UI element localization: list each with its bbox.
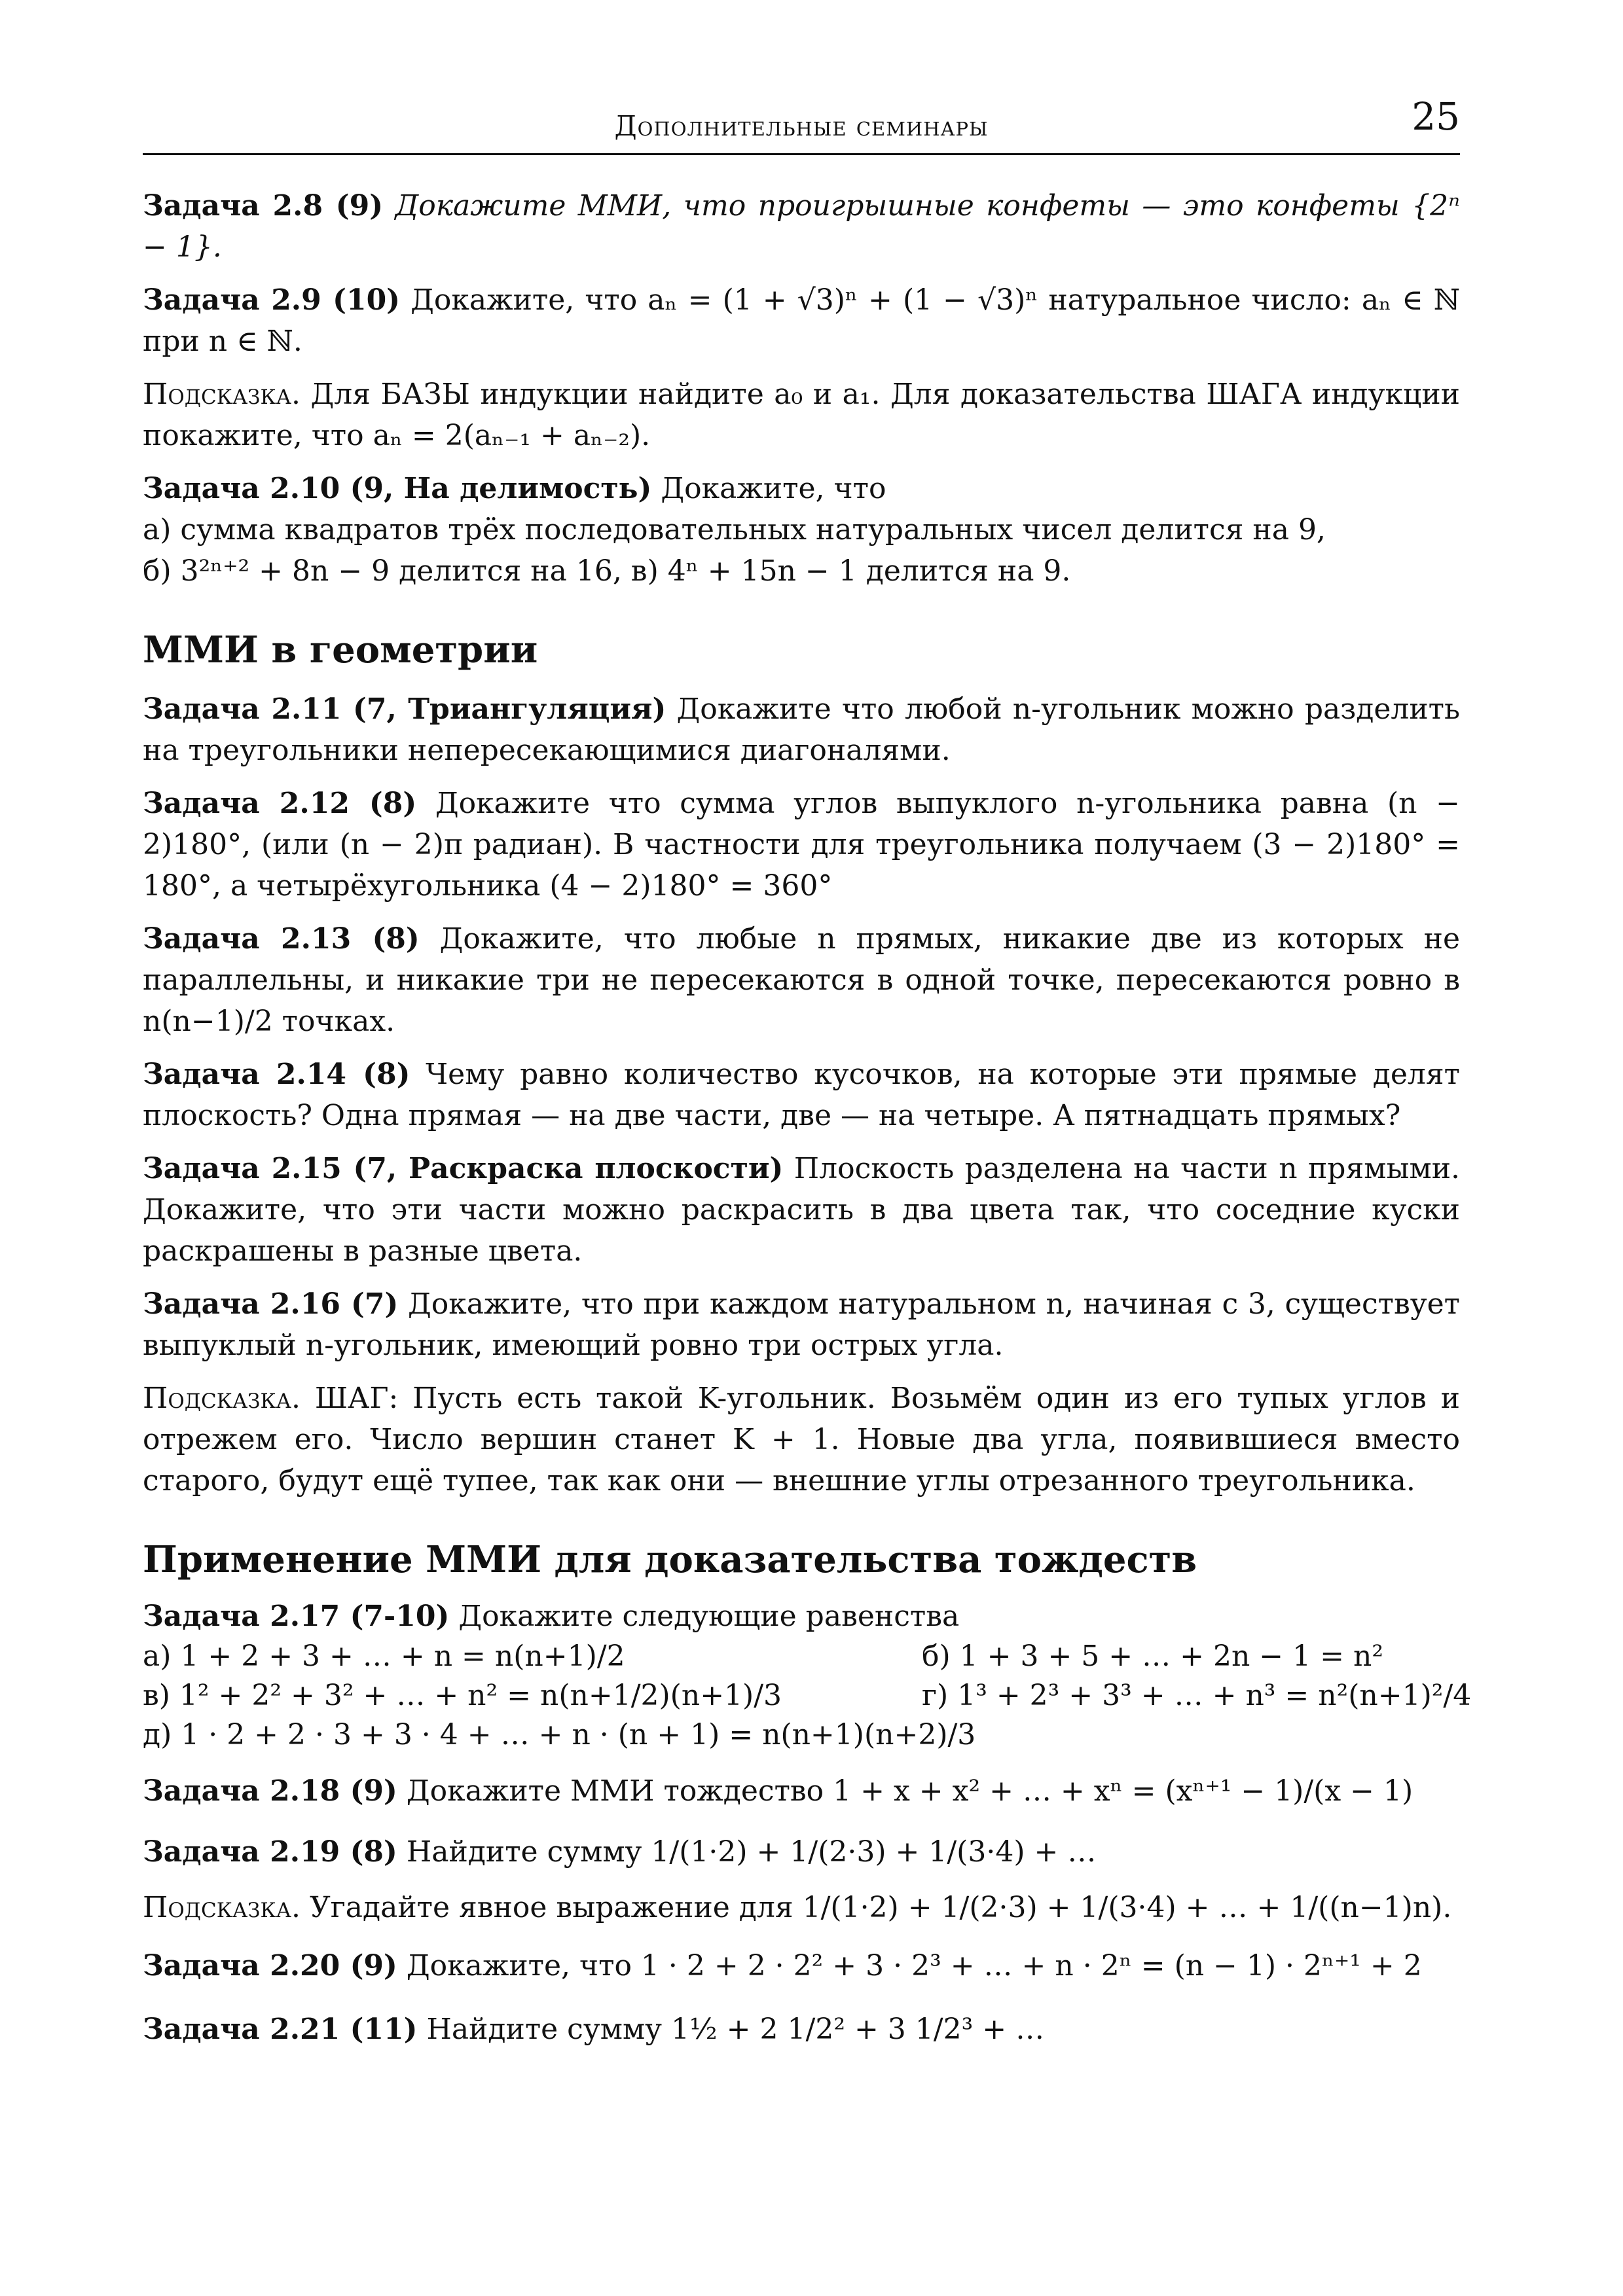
problem-2-9 — [143, 279, 1460, 362]
problem-2-8 — [143, 185, 1460, 268]
hint-text: Угадайте явное выражение для 1/(1·2) + 1/(2·3) + 1/(3·4) + … + 1/((n−1)n). — [309, 1891, 1452, 1924]
hint-2-16 — [143, 1378, 1460, 1501]
problem-label: Задача 2.13 (8) — [143, 922, 420, 956]
problem-text: Докажите, что при каждом натуральном n, начиная с 3, существует выпуклый n-угольник, имеющий ровно три острых угла. — [143, 1287, 1460, 1362]
problem-line-b: б) 3²ⁿ⁺² + 8n − 9 делится на 16, в) 4ⁿ + 15n − 1 делится на 9. — [143, 554, 1071, 588]
problem-label: Задача 2.9 (10) — [143, 283, 401, 317]
problem-2-21 — [143, 2009, 1460, 2050]
hint-text: Для БАЗЫ индукции найдите a₀ и a₁. Для доказательства ШАГА индукции покажите, что aₙ = 2(aₙ₋₁ + aₙ₋₂). — [143, 378, 1460, 452]
hint-text: ШАГ: Пусть есть такой K-угольник. Возьмём один из его тупых углов и отрежем его. Число вершин станет K + 1. Новые два угла, появившиеся вместо старого, будут ещё тупее, так как они — внешние углы отрезанного треугольника. — [143, 1382, 1460, 1498]
problem-text: Докажите ММИ, что проигрышные конфеты — это конфеты {2ⁿ − 1}. — [143, 189, 1460, 264]
problem-text: Чему равно количество кусочков, на которые эти прямые делят плоскость? Одна прямая — на две части, две — на четыре. А пятнадцать прямых? — [143, 1058, 1460, 1132]
hint-2-9 — [143, 374, 1460, 456]
problem-label: Задача 2.14 (8) — [143, 1058, 410, 1091]
problem-text: Докажите, что aₙ = (1 + √3)ⁿ + (1 − √3)ⁿ натуральное число: aₙ ∈ ℕ при n ∈ ℕ. — [143, 283, 1460, 358]
problem-text: Докажите что сумма углов выпуклого n-угольника равна (n − 2)180°, (или (n − 2)π радиан). В частности для треугольника получаем (3 − 2)180° = 180°, а четырёхугольника (4 − 2)180° = 360° — [143, 787, 1460, 903]
problem-2-10 — [143, 468, 1460, 592]
problem-text: Докажите, что любые n прямых, никакие две из которых не параллельны, и никакие три не пересекаются в одной точке, пересекаются ровно в n(n−1)/2 точках. — [143, 922, 1460, 1038]
problem-text: Докажите, что 1 · 2 + 2 · 2² + 3 · 2³ + … + n · 2ⁿ = (n − 1) · 2ⁿ⁺¹ + 2 — [406, 1949, 1422, 1982]
problem-2-12 — [143, 783, 1460, 906]
problem-text: Докажите ММИ тождество 1 + x + x² + … + xⁿ = (xⁿ⁺¹ − 1)/(x − 1) — [406, 1774, 1413, 1808]
equality-v: в) 1² + 2² + 3² + … + n² = n(n+1/2)(n+1)/3 — [143, 1679, 782, 1712]
problem-label: Задача 2.16 (7) — [143, 1287, 399, 1321]
problem-label: Задача 2.21 (11) — [143, 2013, 418, 2046]
equality-a: а) 1 + 2 + 3 + … + n = n(n+1)/2 — [143, 1640, 625, 1673]
problem-2-19 — [143, 1831, 1460, 1873]
problem-text: Докажите следующие равенства — [458, 1600, 960, 1633]
problem-2-18 — [143, 1770, 1460, 1812]
problem-2-15 — [143, 1148, 1460, 1272]
equality-b: б) 1 + 3 + 5 + … + 2n − 1 = n² — [922, 1640, 1383, 1673]
hint-label: Подсказка. — [143, 1891, 301, 1924]
hint-label: Подсказка. — [143, 1382, 301, 1415]
equality-d: д) 1 · 2 + 2 · 3 + 3 · 4 + … + n · (n + 1) = n(n+1)(n+2)/3 — [143, 1718, 976, 1751]
problem-label: Задача 2.19 (8) — [143, 1835, 397, 1869]
problem-text: Найдите сумму 1/(1·2) + 1/(2·3) + 1/(3·4) + … — [406, 1835, 1097, 1869]
header-title: Дополнительные семинары — [614, 110, 989, 142]
running-header — [143, 92, 1460, 155]
hint-2-19 — [143, 1887, 1460, 1928]
problem-text: Плоскость разделена на части n прямыми. Докажите, что эти части можно раскрасить в два цвета так, что соседние куски раскрашены в разные цвета. — [143, 1152, 1461, 1268]
problem-label: Задача 2.17 (7-10) — [143, 1600, 450, 1633]
problem-text: Докажите, что — [661, 472, 886, 505]
problem-label: Задача 2.12 (8) — [143, 787, 417, 820]
problem-2-16 — [143, 1283, 1460, 1366]
problem-line-a: а) сумма квадратов трёх последовательных натуральных чисел делится на 9, — [143, 513, 1326, 547]
page — [143, 92, 1472, 2050]
problem-label: Задача 2.8 (9) — [143, 189, 384, 223]
hint-label: Подсказка. — [143, 378, 301, 411]
problem-2-17 — [143, 1596, 1472, 1755]
page-number: 25 — [1412, 94, 1460, 139]
section-heading-geometry: ММИ в геометрии — [143, 628, 538, 672]
problem-text: Докажите что любой n-угольник можно разделить на треугольники непересекающимися диагоналями. — [143, 692, 1460, 767]
equality-g: г) 1³ + 2³ + 3³ + … + n³ = n²(n+1)²/4 — [922, 1679, 1472, 1712]
problem-2-11 — [143, 689, 1460, 771]
problem-label: Задача 2.11 (7, Триангуляция) — [143, 692, 666, 726]
problem-2-13 — [143, 918, 1460, 1042]
equalities-grid — [143, 1637, 1472, 1755]
problem-2-14 — [143, 1054, 1460, 1136]
problem-text: Найдите сумму 1½ + 2 1/2² + 3 1/2³ + … — [426, 2013, 1045, 2046]
problem-label: Задача 2.10 (9, На делимость) — [143, 472, 652, 505]
problem-label: Задача 2.18 (9) — [143, 1774, 397, 1808]
problem-label: Задача 2.15 (7, Раскраска плоскости) — [143, 1152, 784, 1185]
problem-label: Задача 2.20 (9) — [143, 1949, 397, 1982]
problem-2-20 — [143, 1945, 1460, 1986]
section-heading-identities: Применение ММИ для доказательства тождеств — [143, 1538, 1197, 1581]
